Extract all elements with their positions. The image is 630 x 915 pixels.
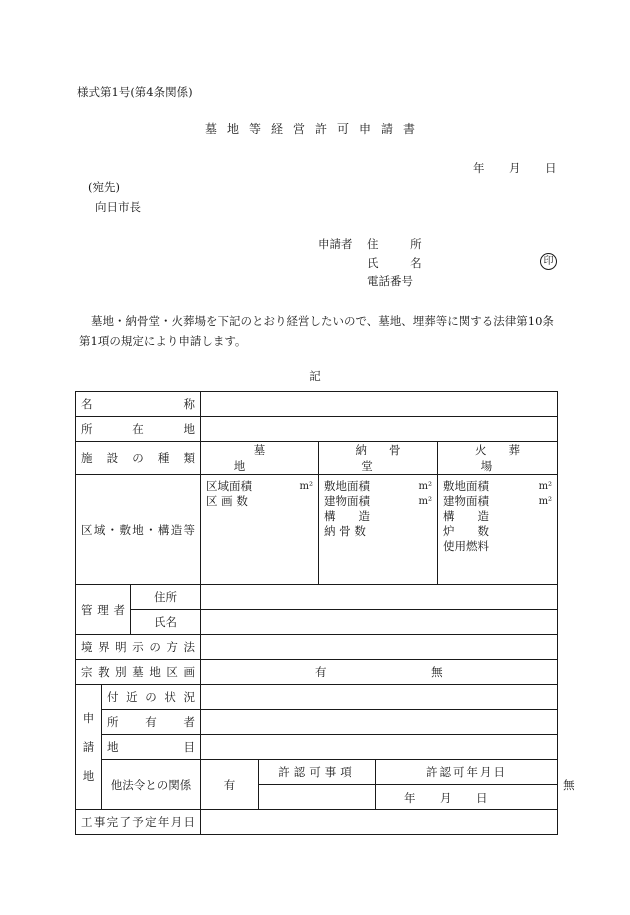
application-land-char-3: 地 [82,768,95,783]
application-land-char-1: 申 [82,710,95,725]
owner-label: 所有者 [102,710,201,735]
religion-no-option[interactable]: 無 [431,665,443,679]
applicant-address-label: 住 所 [367,237,436,251]
seal-mark: 印 [540,253,557,270]
row-facility-type [76,442,558,475]
unit-m2: m² [538,496,553,507]
cemetery-header: 墓地 [201,442,319,475]
row-boundary [76,635,558,660]
applicant-name-label: 氏 名 [367,256,436,270]
ossuary-building-area-label: 建物面積 [324,494,371,508]
manager-name-input-cell[interactable] [201,610,558,635]
permit-date-day-label: 日 [476,791,488,805]
surroundings-input-cell[interactable] [201,685,558,710]
application-statement: 墓地・納骨堂・火葬場を下記のとおり経営したいので、墓地、埋葬等に関する法律第10条第1項の規定により申請します。 [79,314,554,348]
land-category-label: 地目 [102,735,201,760]
applicant-label: 申請者 [318,237,353,251]
crematorium-site-area-label: 敷地面積 [443,479,490,493]
manager-label: 管理者 [76,585,131,635]
unit-m2: m² [418,481,433,492]
manager-name-label: 氏名 [131,610,201,635]
ossuary-header: 納骨堂 [319,442,438,475]
location-label: 所在地 [76,417,201,442]
area-label: 区域・敷地・構造等 [76,475,201,585]
form-number: 様式第1号(第4条関係) [77,85,193,99]
ossuary-details-cell[interactable] [319,475,438,585]
completion-date-input-cell[interactable] [201,810,558,835]
page-title: 墓地等経営許可申請書 [204,122,425,136]
completion-date-label: 工事完了予定年月日 [76,810,201,835]
ossuary-structure-label: 構 造 [324,509,371,523]
cemetery-plots-label: 区 画 数 [206,494,248,508]
application-form-table [75,391,575,835]
crematorium-building-area-label: 建物面積 [443,494,490,508]
crematorium-header: 火葬場 [438,442,558,475]
cemetery-details-cell[interactable] [201,475,319,585]
permit-date-year-label: 年 [404,791,416,805]
crematorium-furnace-count-label: 炉 数 [443,524,490,538]
cemetery-area-label: 区域面積 [206,479,253,493]
crematorium-details-cell[interactable] [438,475,558,585]
row-manager-name [76,610,558,635]
other-laws-yes-option[interactable]: 有 [201,760,259,810]
crematorium-fuel-label: 使用燃料 [443,539,490,553]
row-location [76,417,558,442]
application-land-char-2: 請 [82,739,95,754]
facility-type-label: 施設の種類 [76,442,201,475]
date-year-label: 年 [473,161,485,175]
date-day-label: 日 [545,161,557,175]
unit-m2: m² [418,496,433,507]
land-category-input-cell[interactable] [201,735,558,760]
date-month-label: 月 [509,161,521,175]
permit-items-input-cell[interactable] [259,785,376,810]
permit-date-input-cell[interactable] [376,785,558,810]
manager-address-label: 住所 [131,585,201,610]
row-other-laws-top: 他法令との関係 有 許認可事項 許認可年月日 無 [76,760,558,785]
boundary-input-cell[interactable] [201,635,558,660]
permit-items-header: 許認可事項 [259,760,376,785]
applicant-phone-label: 電話番号 [367,274,413,288]
religion-yes-no-cell[interactable] [201,660,558,685]
row-completion [76,810,558,835]
surroundings-label: 付近の状況 [102,685,201,710]
religion-label: 宗教別墓地区画 [76,660,201,685]
addressee-name: 向日市長 [95,200,141,214]
religion-yes-option[interactable]: 有 [315,665,327,679]
ossuary-site-area-label: 敷地面積 [324,479,371,493]
boundary-label: 境界明示の方法 [76,635,201,660]
location-input-cell[interactable] [201,417,558,442]
owner-input-cell[interactable] [201,710,558,735]
addressee-label: (宛先) [88,180,120,194]
manager-address-input-cell[interactable] [201,585,558,610]
ki-heading: 記 [309,369,321,383]
unit-m2: m² [299,481,314,492]
permit-date-header: 許認可年月日 [376,760,558,785]
other-laws-label: 他法令との関係 [102,760,201,810]
row-land-category [76,735,558,760]
permit-date-month-label: 月 [440,791,452,805]
ossuary-capacity-label: 納 骨 数 [324,524,366,538]
name-input-cell[interactable] [201,392,558,417]
row-surroundings [76,685,558,710]
row-owner [76,710,558,735]
application-land-label-cell [76,685,102,810]
row-area [76,475,558,585]
unit-m2: m² [538,481,553,492]
crematorium-structure-label: 構 造 [443,509,490,523]
name-label: 名称 [76,392,201,417]
row-manager-address [76,585,558,610]
row-name [76,392,558,417]
row-religion [76,660,558,685]
